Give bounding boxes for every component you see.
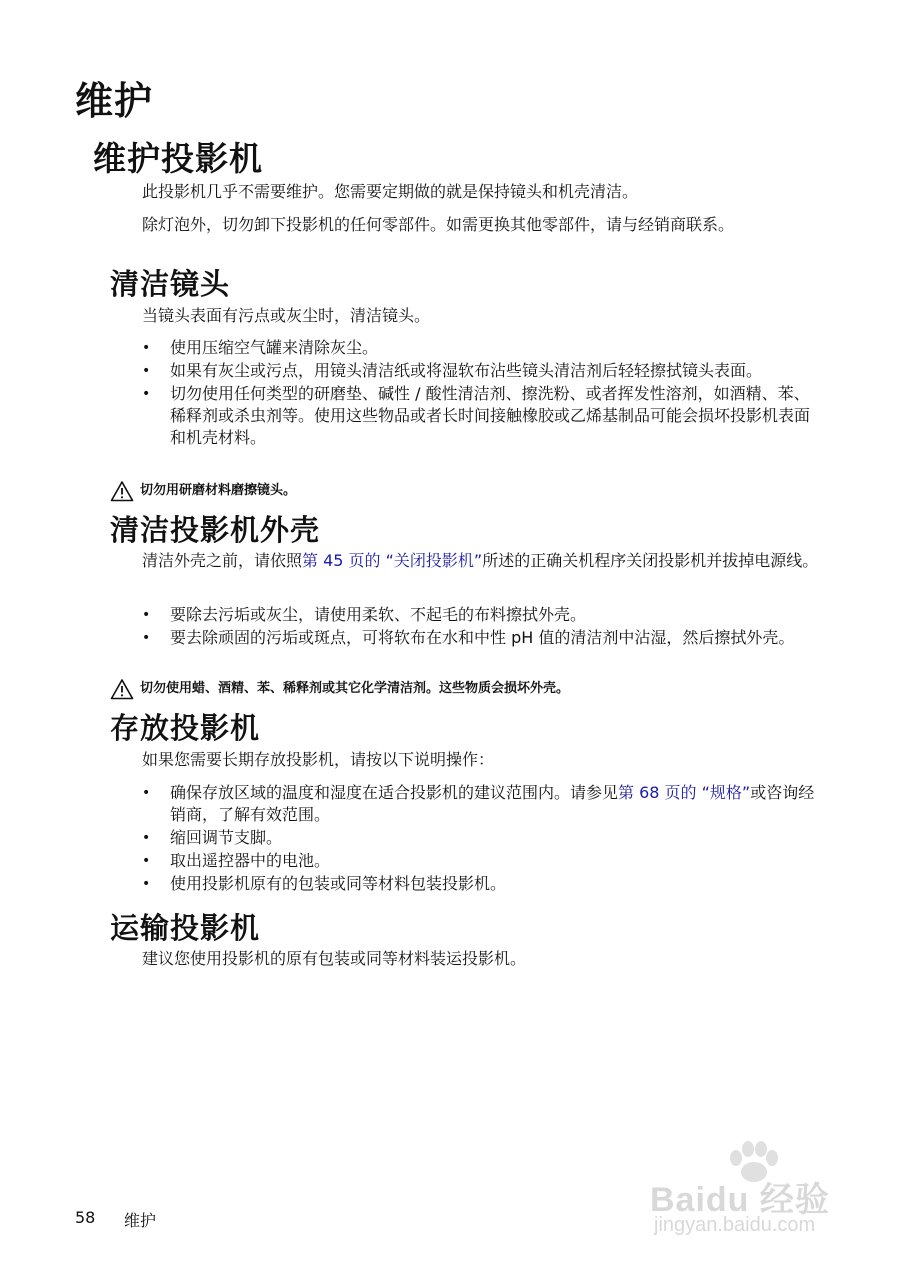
bullet-icon: •	[142, 607, 151, 623]
paragraph-clean-lens-intro: 当镜头表面有污点或灰尘时，清洁镜头。	[142, 306, 431, 325]
warning-text: 切勿使用蜡、酒精、苯、稀释剂或其它化学清洁剂。这些物质会损坏外壳。	[140, 681, 570, 696]
bullet-icon: •	[142, 363, 151, 379]
warning-text: 切勿用研磨材料磨擦镜头。	[140, 483, 297, 498]
list-item: • 使用投影机原有的包装或同等材料包装投影机。	[142, 874, 507, 893]
list-item: • 切勿使用任何类型的研磨垫、碱性 / 酸性清洁剂、擦洗粉、或者挥发性溶剂，如酒精、苯、稀释剂或杀虫剂等。使用这些物品或者长时间接触橡胶或乙烯基制品可能会损坏投影机表面和机壳材料。	[142, 384, 811, 447]
watermark-logo: Baidu 经验	[650, 1181, 830, 1219]
heading-clean-case: 清洁投影机外壳	[110, 513, 321, 547]
list-storage	[142, 782, 822, 896]
list-item: • 缩回调节支脚。	[142, 828, 283, 847]
bullet-icon: •	[142, 853, 151, 869]
bullet-icon: •	[142, 340, 151, 356]
list-clean-lens	[142, 337, 822, 450]
list-clean-case	[142, 604, 822, 650]
list-item: • 要去除顽固的污垢或斑点，可将软布在水和中性 pH 值的清洁剂中沾湿，然后擦拭外壳。	[142, 628, 795, 647]
paragraph-maintenance-intro: 此投影机几乎不需要维护。您需要定期做的就是保持镜头和机壳清洁。	[142, 182, 639, 201]
watermark-url: jingyan.baidu.com	[654, 1214, 816, 1236]
warning-triangle-icon	[110, 480, 134, 502]
link-specifications-page[interactable]: 第 68 页的 “规格”	[618, 783, 751, 802]
bullet-icon: •	[142, 785, 151, 801]
bullet-icon: •	[142, 830, 151, 846]
list-item: • 确保存放区域的温度和湿度在适合投影机的建议范围内。请参见第 68 页的 “规格”或咨询经销商，了解有效范围。	[142, 783, 815, 824]
paragraph-transport: 建议您使用投影机的原有包装或同等材料装运投影机。	[142, 949, 527, 968]
list-item: • 如果有灰尘或污点，用镜头清洁纸或将湿软布沾些镜头清洁剂后轻轻擦拭镜头表面。	[142, 361, 763, 380]
page-title: 维护	[75, 79, 154, 123]
heading-clean-lens: 清洁镜头	[110, 267, 231, 301]
warning-note-case	[110, 678, 569, 700]
list-item: • 要除去污垢或灰尘，请使用柔软、不起毛的布料擦拭外壳。	[142, 605, 587, 624]
bullet-icon: •	[142, 386, 151, 402]
page-number: 58	[75, 1208, 96, 1227]
bullet-icon: •	[142, 630, 151, 646]
list-item: • 使用压缩空气罐来清除灰尘。	[142, 338, 379, 357]
warning-note-lens	[110, 480, 296, 502]
heading-storage: 存放投影机	[110, 711, 261, 745]
paragraph-clean-case-intro: 清洁外壳之前，请依照第 45 页的 “关闭投影机”所述的正确关机程序关闭投影机并拔掉电源线。	[142, 551, 819, 570]
watermark	[640, 1140, 880, 1240]
heading-transport: 运输投影机	[110, 911, 261, 945]
link-power-off-page[interactable]: 第 45 页的 “关闭投影机”	[302, 551, 483, 570]
paragraph-parts-warning: 除灯泡外，切勿卸下投影机的任何零部件。如需更换其他零部件，请与经销商联系。	[142, 215, 735, 234]
heading-maintain-projector: 维护投影机	[93, 139, 263, 178]
list-item: • 取出遥控器中的电池。	[142, 851, 331, 870]
footer-section: 维护	[124, 1211, 157, 1230]
warning-triangle-icon	[110, 678, 134, 700]
paragraph-storage-intro: 如果您需要长期存放投影机，请按以下说明操作：	[142, 750, 495, 769]
bullet-icon: •	[142, 876, 151, 892]
